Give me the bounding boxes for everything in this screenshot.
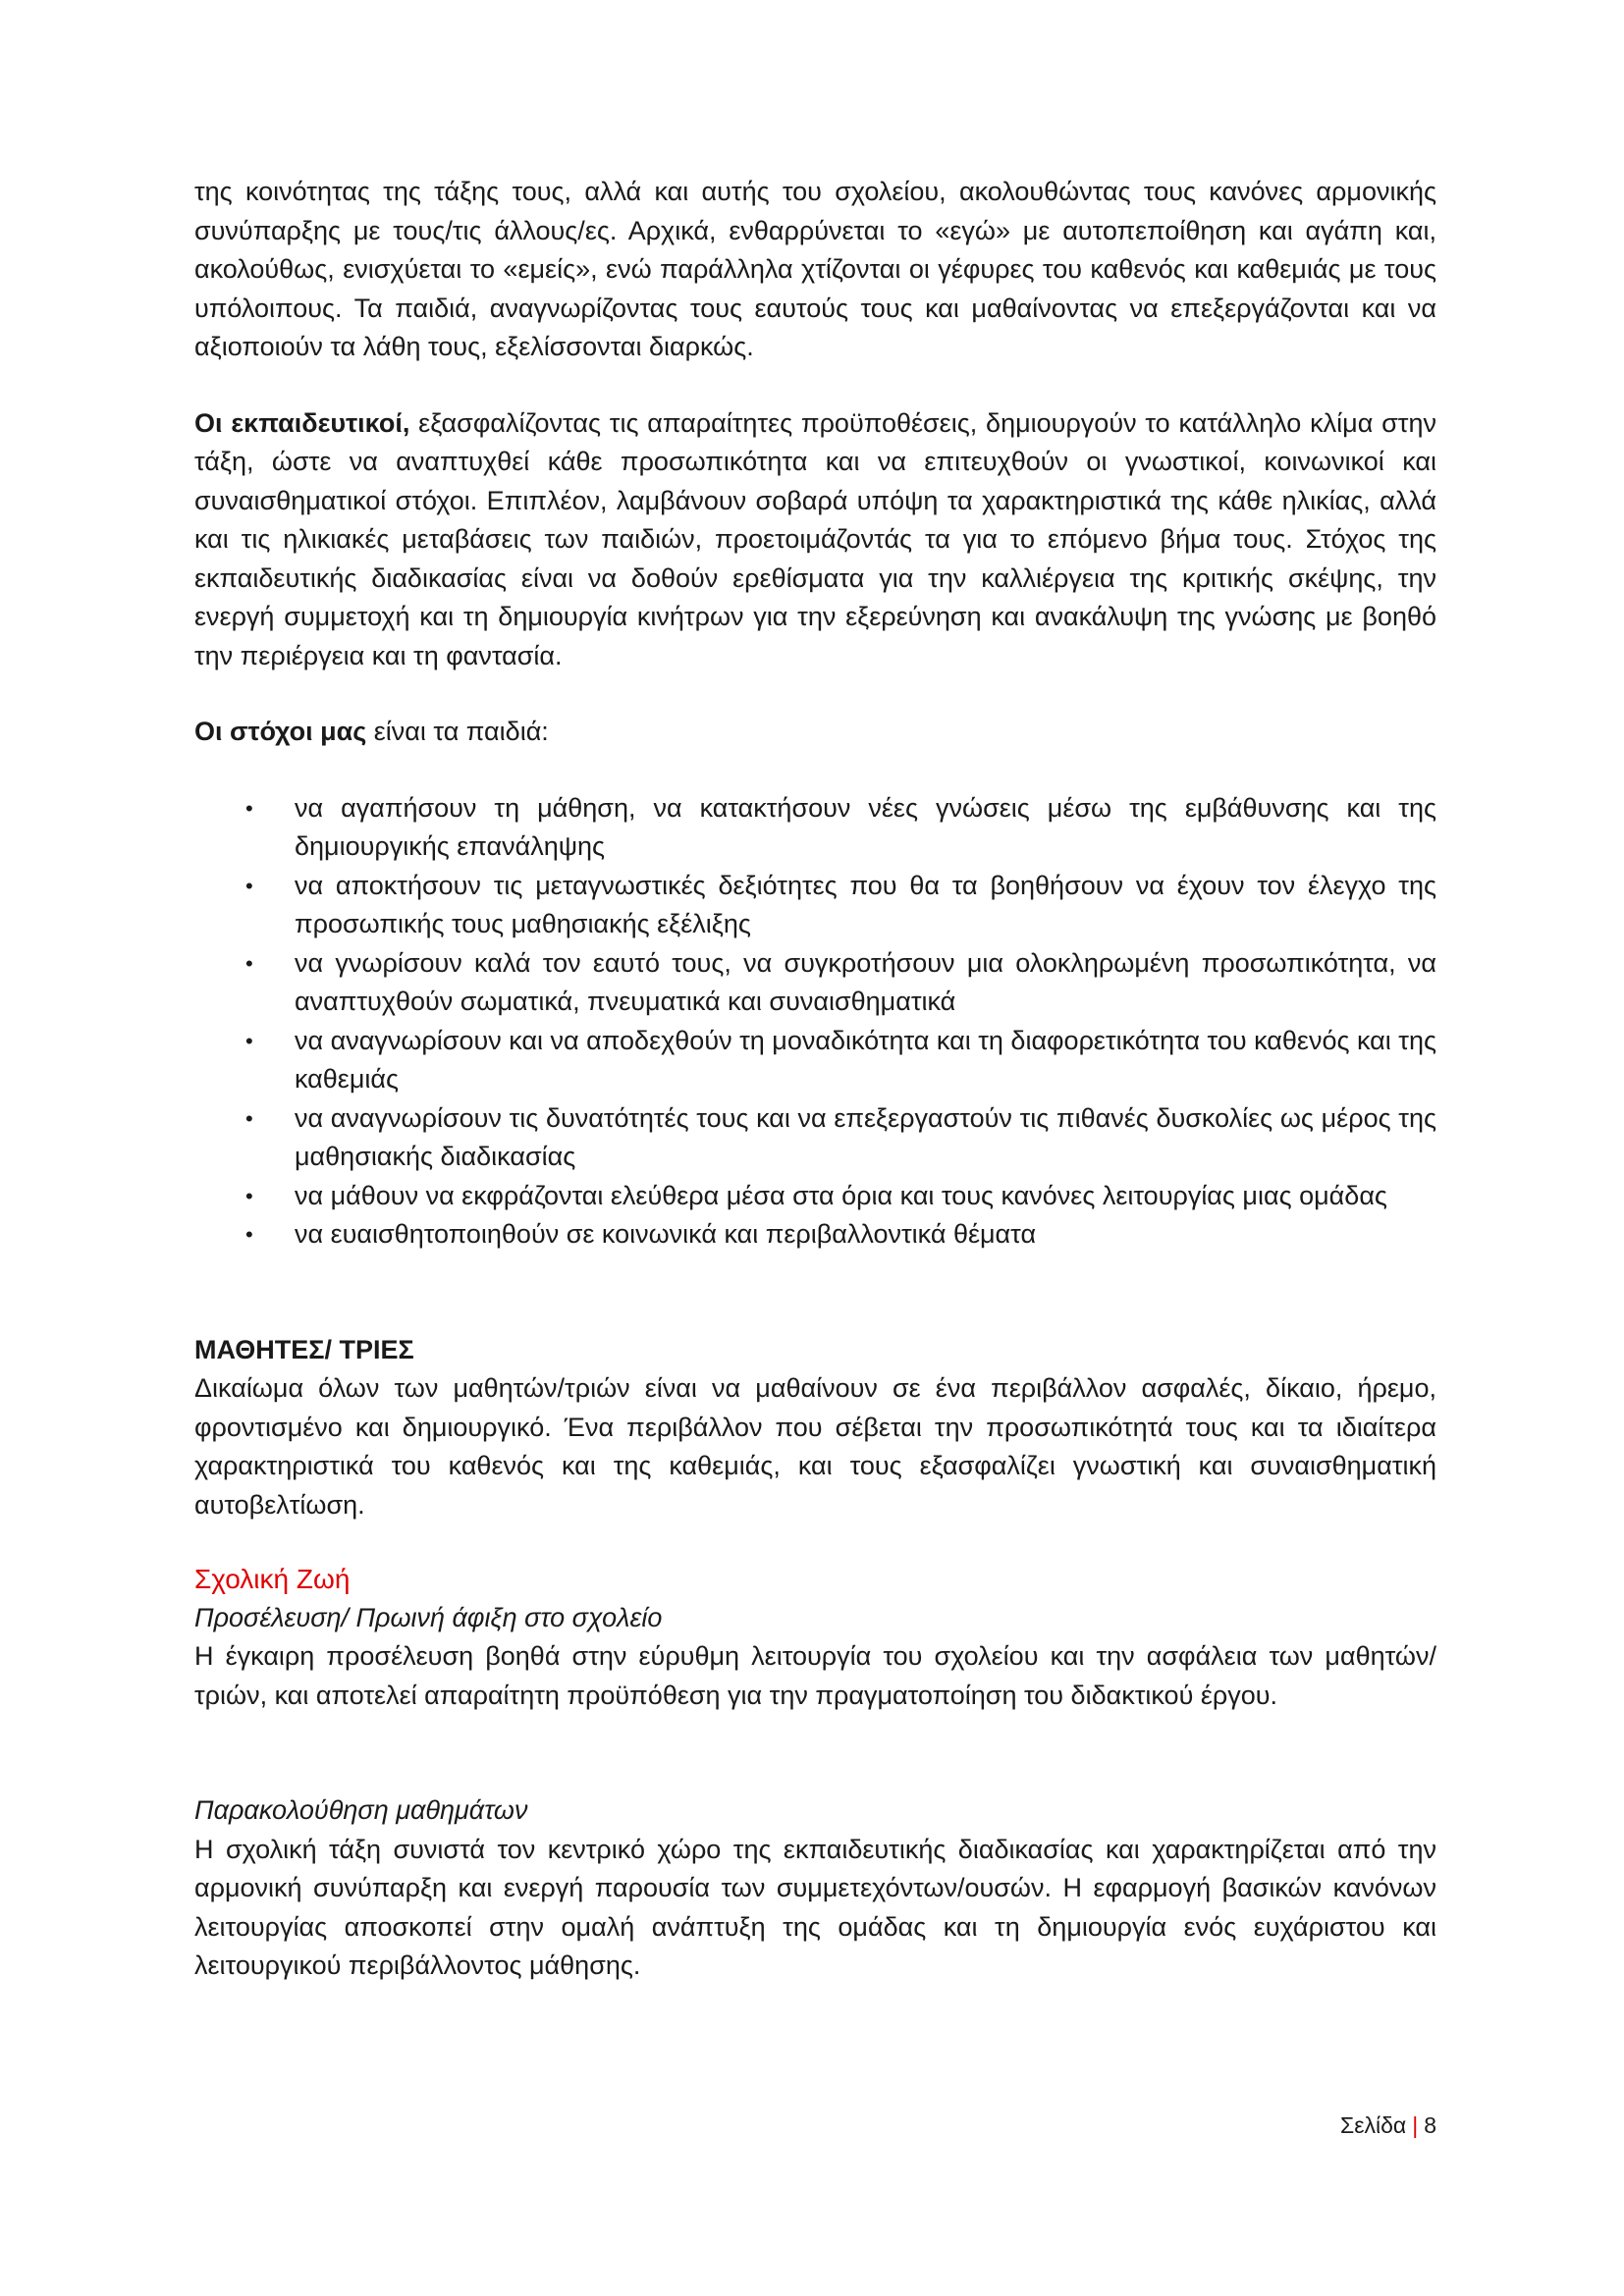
goal-text: να ευαισθητοποιηθούν σε κοινωνικά και περιβαλλοντικά θέματα: [295, 1219, 1037, 1249]
list-item: [194, 1215, 1436, 1255]
goal-text: να αναγνωρίσουν και να αποδεχθούν τη μοναδικότητα και τη διαφορετικότητα του καθενός και της καθεμιάς: [295, 1025, 1436, 1094]
bullet-icon: •: [245, 950, 253, 976]
goals-lead: Οι στόχοι μας: [194, 717, 367, 746]
bullet-icon: •: [245, 1222, 253, 1247]
list-item: [194, 1099, 1436, 1177]
attendance-paragraph: Η σχολική τάξη συνιστά τον κεντρικό χώρο της εκπαιδευτικής διαδικασίας και χαρακτηρίζεται από την αρμονική συνύπαρξη και ενεργή παρουσία των συμμετεχόντων/ουσών. Η εφαρμογή βασικών κανόνων λειτουργίας αποσκοπεί στην ομαλή ανάπτυξη της ομάδας και τη δημιουργία ενός ευχάριστου και λειτουργικού περιβάλλοντος μάθησης.: [194, 1834, 1436, 1980]
students-heading: ΜΑΘΗΤΕΣ/ ΤΡΙΕΣ: [194, 1334, 414, 1364]
page-footer: [1340, 2112, 1436, 2139]
goal-text: να αγαπήσουν τη μάθηση, να κατακτήσουν νέες γνώσεις μέσω της εμβάθυνσης και της δημιουργικής επανάληψης: [295, 792, 1436, 861]
goals-intro-text: είναι τα παιδιά:: [366, 717, 549, 746]
goals-list: [194, 789, 1436, 1255]
intro-paragraph: της κοινότητας της τάξης τους, αλλά και αυτής του σχολείου, ακολουθώντας τους κανόνες αρμονικής συνύπαρξης με τους/τις άλλους/ες. Αρχικά, ενθαρρύνεται το «εγώ» με αυτοπεποίθηση και αγάπη και, ακολούθως, ενισχύεται το «εμείς», ενώ παράλληλα χτίζονται οι γέφυρες του καθενός και καθεμιάς με τους υπόλοιπους. Τα παιδιά, αναγνωρίζοντας τους εαυτούς τους και μαθαίνοντας να επεξεργάζονται και να αξιοποιούν τα λάθη τους, εξελίσσονται διαρκώς.: [194, 177, 1436, 361]
goal-text: να γνωρίσουν καλά τον εαυτό τους, να συγκροτήσουν μια ολοκληρωμένη προσωπικότητα, να αναπτυχθούν σωματικά, πνευματικά και συναισθηματικά: [295, 947, 1436, 1016]
bullet-icon: •: [245, 1028, 253, 1053]
document-page: [194, 173, 1436, 1986]
list-item: [194, 789, 1436, 867]
bullet-icon: •: [245, 795, 253, 821]
teachers-lead: Οι εκπαιδευτικοί,: [194, 407, 410, 438]
attendance-subheading: Παρακολούθηση μαθημάτων: [194, 1795, 528, 1825]
goal-text: να αναγνωρίσουν τις δυνατότητές τους και να επεξεργαστούν τις πιθανές δυσκολίες ως μέρος της μαθησιακής διαδικασίας: [295, 1102, 1436, 1171]
list-item: [194, 944, 1436, 1022]
students-paragraph: Δικαίωμα όλων των μαθητών/τριών είναι να μαθαίνουν σε ένα περιβάλλον ασφαλές, δίκαιο, ήρεμο, φροντισμένο και δημιουργικό. Ένα περιβάλλον που σέβεται την προσωπικότητά τους και τα ιδιαίτερα χαρακτηριστικά του καθενός και της καθεμιάς, και τους εξασφαλίζει γνωστική και συναισθηματική αυτοβελτίωση.: [194, 1373, 1436, 1520]
goal-text: να μάθουν να εκφράζονται ελεύθερα μέσα στα όρια και τους κανόνες λειτουργίας μιας ομάδας: [295, 1180, 1387, 1210]
bullet-icon: •: [245, 873, 253, 898]
page-label: Σελίδα: [1340, 2112, 1407, 2138]
footer-separator: |: [1412, 2112, 1419, 2138]
teachers-paragraph: [194, 404, 1436, 676]
list-item: [194, 867, 1436, 944]
goals-intro: [194, 713, 1436, 752]
school-life-heading: Σχολική Ζωή: [194, 1564, 351, 1594]
arrival-paragraph: Η έγκαιρη προσέλευση βοηθά στην εύρυθμη λειτουργία του σχολείου και την ασφάλεια των μαθητών/τριών, και αποτελεί απαραίτητη προϋπόθεση για την πραγματοποίηση του διδακτικού έργου.: [194, 1641, 1436, 1710]
bullet-icon: •: [245, 1105, 253, 1131]
goal-text: να αποκτήσουν τις μεταγνωστικές δεξιότητες που θα τα βοηθήσουν να έχουν τον έλεγχο της προσωπικής τους μαθησιακής εξέλιξης: [295, 870, 1436, 938]
list-item: [194, 1022, 1436, 1099]
list-item: [194, 1177, 1436, 1216]
arrival-subheading: Προσέλευση/ Πρωινή άφιξη στο σχολείο: [194, 1602, 663, 1632]
bullet-icon: •: [245, 1183, 253, 1208]
teachers-text: εξασφαλίζοντας τις απαραίτητες προϋποθέσεις, δημιουργούν το κατάλληλο κλίμα στην τάξη, ώστε να αναπτυχθεί κάθε προσωπικότητα και να επιτευχθούν οι γνωστικοί, κοινωνικοί και συναισθηματικοί στόχοι. Επιπλέον, λαμβάνουν σοβαρά υπόψη τα χαρακτηριστικά της κάθε ηλικίας, αλλά και τις ηλικιακές μεταβάσεις των παιδιών, προετοιμάζοντάς τα για το επόμενο βήμα τους. Στόχος της εκπαιδευτικής διαδικασίας είναι να δοθούν ερεθίσματα για την καλλιέργεια της κριτικής σκέψης, την ενεργή συμμετοχή και τη δημιουργία κινήτρων για την εξερεύνηση και ανακάλυψη της γνώσης με βοηθό την περιέργεια και τη φαντασία.: [194, 407, 1436, 670]
page-number: 8: [1424, 2112, 1436, 2138]
